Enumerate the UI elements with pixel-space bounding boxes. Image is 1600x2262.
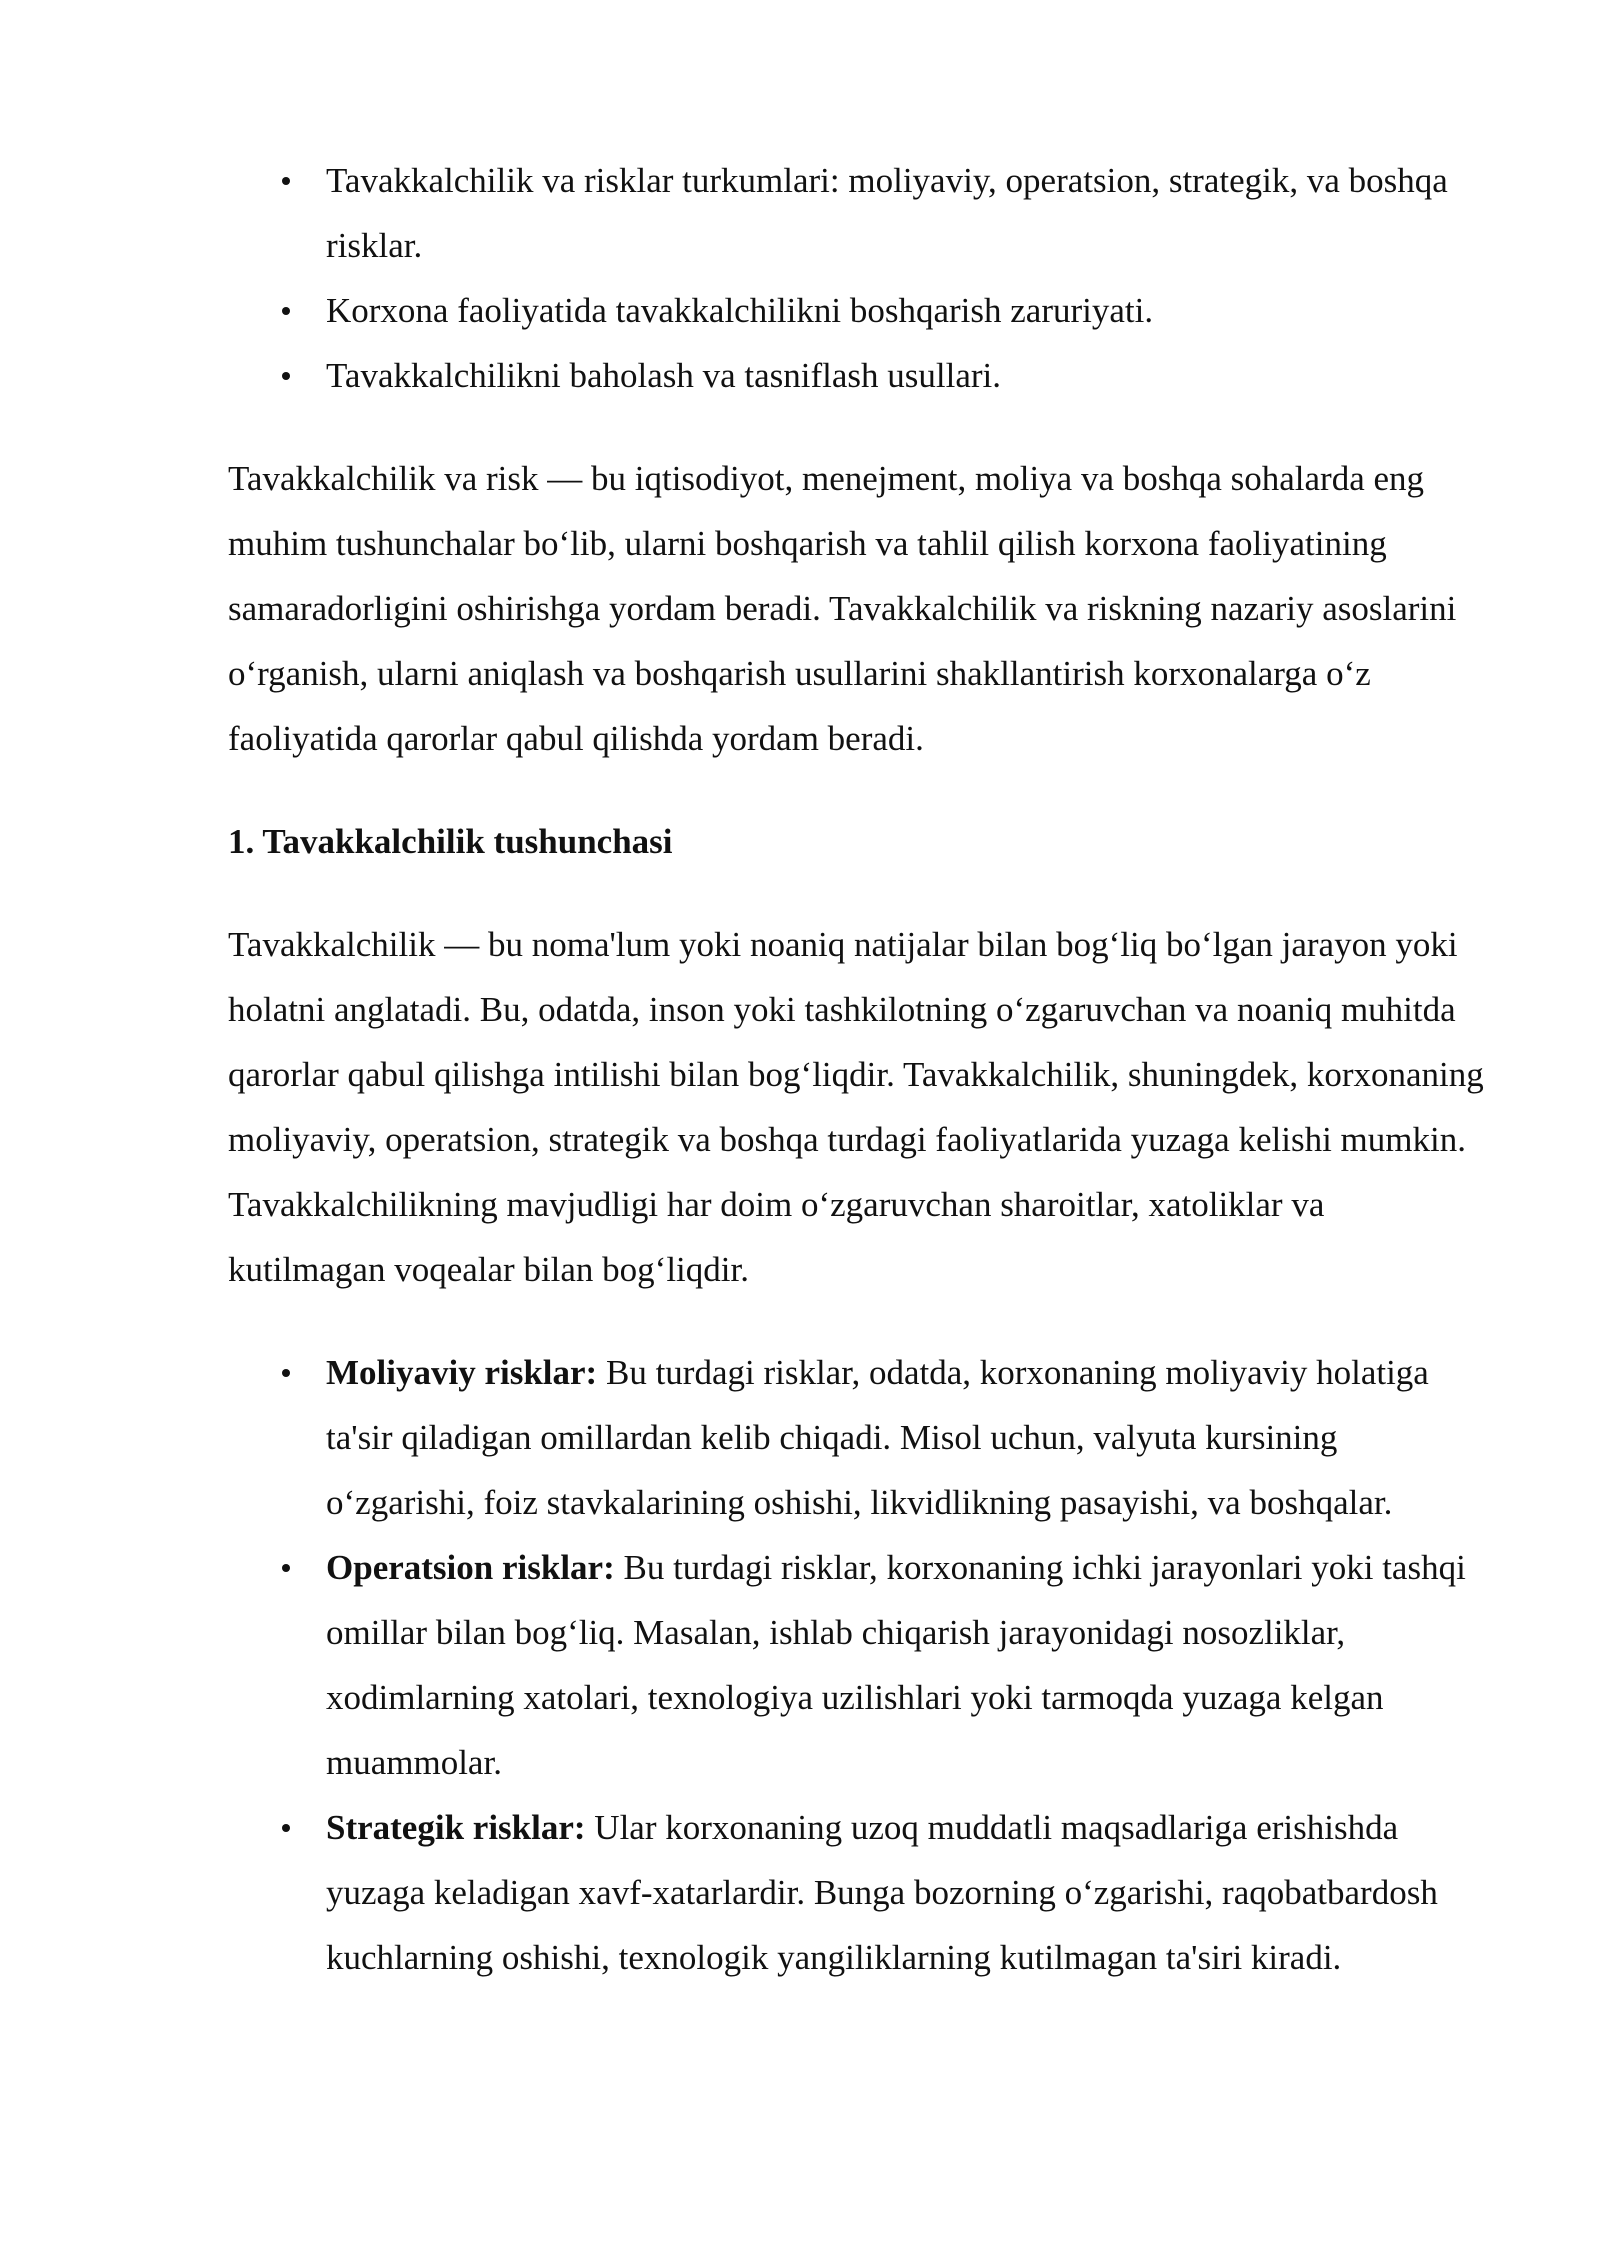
risk-types-list [228,1340,1488,1990]
list-item-text: Tavakkalchilik va risklar turkumlari: moliyaviy, operatsion, strategik, va boshqa risklar. [326,161,1448,265]
intro-bullet-list [228,148,1488,408]
list-item [326,1535,1488,1795]
risk-description: Bu turdagi risklar, korxonaning ichki jarayonlari yoki tashqi omillar bilan bog‘liq. Masalan, ishlab chiqarish jarayonidagi nosozliklar, xodimlarning xatolari, texnologiya uzilishlari yoki tarmoqda yuzaga kelgan muammolar. [326,1548,1466,1782]
list-item [326,343,1488,408]
risk-term: Operatsion risklar: [326,1548,615,1587]
risk-term: Moliyaviy risklar: [326,1353,598,1392]
list-item [326,1340,1488,1535]
definition-paragraph: Tavakkalchilik — bu noma'lum yoki noaniq natijalar bilan bog‘liq bo‘lgan jarayon yoki holatni anglatadi. Bu, odatda, inson yoki tashkilotning o‘zgaruvchan va noaniq muhitda qarorlar qabul qilishga intilishi bilan bog‘liqdir. Tavakkalchilik, shuningdek, korxonaning moliyaviy, operatsion, strategik va boshqa turdagi faoliyatlarida yuzaga kelishi mumkin. Tavakkalchilikning mavjudligi har doim o‘zgaruvchan sharoitlar, xatoliklar va kutilmagan voqealar bilan bog‘liqdir. [228,925,1484,1289]
list-item-text: Tavakkalchilikni baholash va tasniflash usullari. [326,356,1002,395]
list-item [326,1795,1488,1990]
document-body [228,148,1488,1990]
list-item-text: Korxona faoliyatida tavakkalchilikni boshqarish zaruriyati. [326,291,1154,330]
list-item [326,148,1488,278]
risk-description: Bu turdagi risklar, odatda, korxonaning moliyaviy holatiga ta'sir qiladigan omillardan kelib chiqadi. Misol uchun, valyuta kursining o‘zgarishi, foiz stavkalarining oshishi, likvidlikning pasayishi, va boshqalar. [326,1353,1429,1522]
risk-term: Strategik risklar: [326,1808,586,1847]
risk-description: Ular korxonaning uzoq muddatli maqsadlariga erishishda yuzaga keladigan xavf-xatarlardir. Bunga bozorning o‘zgarishi, raqobatbardosh kuchlarning oshishi, texnologik yangiliklarning kutilmagan ta'siri kiradi. [326,1808,1438,1977]
section-heading: 1. Tavakkalchilik tushunchasi [228,822,673,861]
list-item [326,278,1488,343]
intro-paragraph: Tavakkalchilik va risk — bu iqtisodiyot, menejment, moliya va boshqa sohalarda eng muhim tushunchalar bo‘lib, ularni boshqarish va tahlil qilish korxona faoliyatining samaradorligini oshirishga yordam beradi. Tavakkalchilik va riskning nazariy asoslarini o‘rganish, ularni aniqlash va boshqarish usullarini shakllantirish korxonalarga o‘z faoliyatida qarorlar qabul qilishda yordam beradi. [228,459,1457,758]
